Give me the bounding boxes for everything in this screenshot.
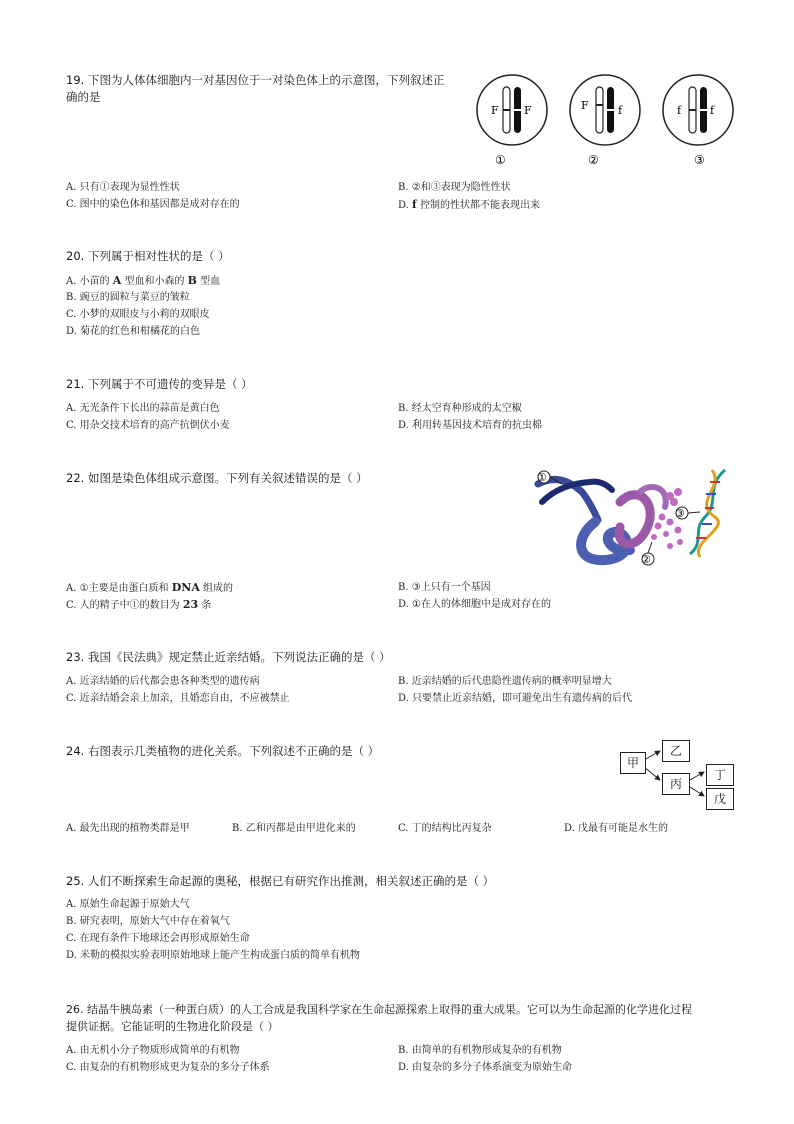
q26-title-line2: 提供证据。它能证明的生物进化阶段是（ ） bbox=[66, 1020, 279, 1033]
q22-fig-label-3: ③ bbox=[675, 507, 685, 520]
q24-option-b: B. 乙和丙都是由甲进化来的 bbox=[232, 823, 356, 834]
q20-option-c: C. 小梦的双眼皮与小莉的双眼皮 bbox=[66, 309, 210, 320]
node-ding: 丁 bbox=[706, 764, 734, 786]
q24-title: 24. 右图表示几类植物的进化关系。下列叙述不正确的是（ ） bbox=[66, 744, 380, 758]
q25-option-a: A. 原始生命起源于原始大气 bbox=[66, 899, 190, 910]
q25-option-b: B. 研究表明，原始大气中存在着氧气 bbox=[66, 916, 230, 927]
chromosome-shape bbox=[538, 480, 612, 521]
q19-fig-label-2: ② bbox=[588, 153, 599, 167]
q19-title-line1: 19. 下图为人体体细胞内一对基因位于一对染色体上的示意图，下列叙述正 bbox=[66, 73, 445, 87]
q25-option-d: D. 米勒的模拟实验表明原始地球上能产生构成蛋白质的简单有机物 bbox=[66, 950, 361, 961]
q19-gene-3-left: f bbox=[677, 104, 682, 117]
q19-gene-1-right: F bbox=[524, 104, 532, 117]
q26-title bbox=[66, 1001, 746, 1035]
q19-fig-label-3: ③ bbox=[694, 153, 705, 167]
q20-option-a: A. 小苗的 A 型血和小森的 B 型血 bbox=[66, 274, 221, 287]
q23-option-a: A. 近亲结婚的后代都会患各种类型的遗传病 bbox=[66, 676, 260, 687]
coiled-fiber bbox=[581, 487, 666, 560]
q22-option-a: A. ①主要是由蛋白质和 DNA 组成的 bbox=[66, 581, 234, 594]
q26-option-c: C. 由复杂的有机物形成更为复杂的多分子体系 bbox=[66, 1062, 270, 1073]
q19-chromosome-figure bbox=[470, 72, 760, 172]
q21-option-a: A. 无光条件下长出的蒜苗是黄白色 bbox=[66, 403, 220, 414]
q19-cell-3 bbox=[663, 75, 733, 145]
q26-option-b: B. 由简单的有机物形成复杂的有机物 bbox=[398, 1045, 562, 1056]
q19-title bbox=[66, 72, 444, 106]
q19-cell-1 bbox=[477, 75, 547, 145]
q26-option-a: A. 由无机小分子物质形成简单的有机物 bbox=[66, 1045, 240, 1056]
q23-option-d: D. 只要禁止近亲结婚，即可避免出生有遗传病的后代 bbox=[398, 693, 633, 704]
q24-option-a: A. 最先出现的植物类群是甲 bbox=[66, 823, 190, 834]
q22-option-c: C. 人的精子中①的数目为 23 条 bbox=[66, 598, 212, 611]
node-bing: 丙 bbox=[662, 773, 690, 795]
q26-option-d: D. 由复杂的多分子体系演变为原始生命 bbox=[398, 1062, 573, 1073]
q25-title: 25. 人们不断探索生命起源的奥秘，根据已有研究作出推测，相关叙述正确的是（ ） bbox=[66, 874, 495, 888]
node-jia: 甲 bbox=[620, 752, 646, 774]
q22-option-d: D. ①在人的体细胞中是成对存在的 bbox=[398, 599, 551, 610]
q20-title: 20. 下列属于相对性状的是（ ） bbox=[66, 249, 230, 263]
q20-option-b: B. 豌豆的圆粒与菜豆的皱粒 bbox=[66, 292, 190, 303]
node-wu: 戊 bbox=[706, 788, 734, 810]
q22-fig-label-2: ② bbox=[641, 553, 651, 566]
q25-option-c: C. 在现有条件下地球还会再形成原始生命 bbox=[66, 933, 250, 944]
q22-fig-label-1: ① bbox=[537, 471, 547, 484]
q19-option-c: C. 图中的染色体和基因都是成对存在的 bbox=[66, 199, 240, 210]
q19-gene-2-left: F bbox=[581, 99, 589, 112]
q21-title: 21. 下列属于不可遗传的变异是（ ） bbox=[66, 377, 253, 391]
q19-option-d-gene: f bbox=[412, 198, 417, 211]
q19-fig-label-1: ① bbox=[495, 153, 506, 167]
q24-option-c: C. 丁的结构比丙复杂 bbox=[398, 823, 492, 834]
q23-option-c: C. 近亲结婚会亲上加亲，且婚恋自由，不应被禁止 bbox=[66, 693, 290, 704]
q19-gene-3-right: f bbox=[710, 104, 715, 117]
q19-option-a: A. 只有①表现为显性性状 bbox=[66, 182, 180, 193]
q23-option-b: B. 近亲结婚的后代患隐性遗传病的概率明显增大 bbox=[398, 676, 612, 687]
q26-title-line1: 26. 结晶牛胰岛素（一种蛋白质）的人工合成是我国科学家在生命起源探索上取得的重大成果。它可以为生命起源的化学进化过程 bbox=[66, 1003, 692, 1016]
q22-title: 22. 如图是染色体组成示意图。下列有关叙述错误的是（ ） bbox=[66, 471, 368, 485]
q20-option-d: D. 菊花的红色和柑橘花的白色 bbox=[66, 326, 201, 337]
dna-double-helix bbox=[690, 470, 725, 557]
q23-title: 23. 我国《民法典》规定禁止近亲结婚。下列说法正确的是（ ） bbox=[66, 650, 391, 664]
q22-option-b: B. ③上只有一个基因 bbox=[398, 582, 491, 593]
q24-evolution-diagram bbox=[618, 740, 738, 812]
q21-option-d: D. 利用转基因技术培育的抗虫棉 bbox=[398, 420, 543, 431]
q24-option-d: D. 戊最有可能是水生的 bbox=[564, 823, 669, 834]
q19-title-line2: 确的是 bbox=[66, 90, 101, 104]
q19-gene-2-right: f bbox=[618, 104, 623, 117]
q21-option-c: C. 用杂交技术培育的高产抗倒伏小麦 bbox=[66, 420, 230, 431]
q19-gene-1-left: F bbox=[491, 104, 499, 117]
q19-option-d: D. f 控制的性状都不能表现出来 bbox=[398, 198, 540, 211]
q22-chromosome-diagram bbox=[520, 462, 735, 570]
q21-option-b: B. 经太空育种形成的太空椒 bbox=[398, 403, 522, 414]
q19-option-b: B. ②和③表现为隐性性状 bbox=[398, 182, 511, 193]
q19-cell-2 bbox=[570, 75, 640, 145]
node-yi: 乙 bbox=[662, 740, 690, 762]
